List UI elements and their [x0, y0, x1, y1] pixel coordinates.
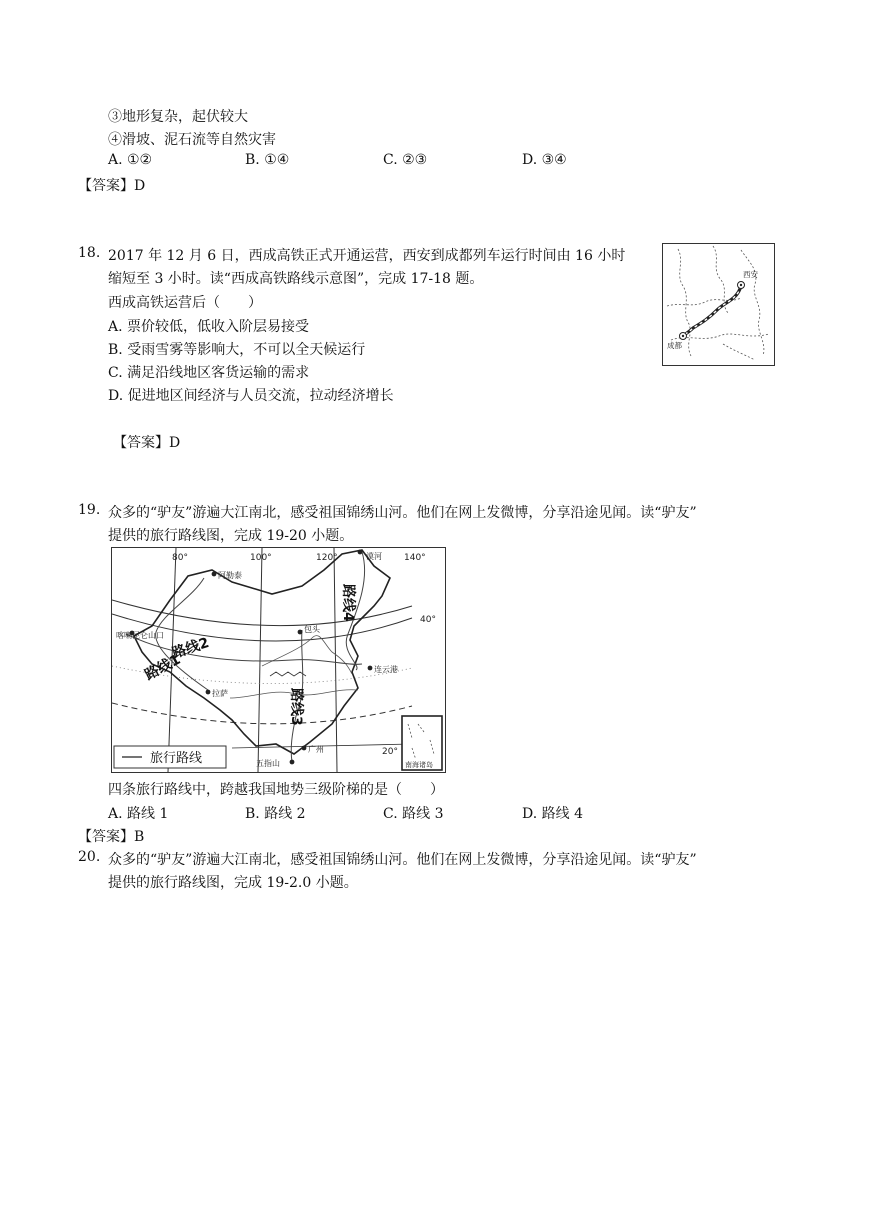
map-label-chengdu: 成都 — [667, 341, 682, 350]
q18-option-b: B. 受雨雪雾等影响大，不可以全天候运行 — [108, 342, 366, 358]
q19-answer: 【答案】B — [78, 829, 145, 845]
q17-item-3: ③地形复杂，起伏较大 — [108, 109, 248, 125]
label-route-4: 路线4 — [340, 584, 356, 622]
q18-text-line1: 2017 年 12 月 6 日，西成高铁正式开通运营，西安到成都列车运行时间由 16 小时 — [108, 248, 626, 264]
q19-text-line2: 提供的旅行路线图，完成 19-20 小题。 — [108, 528, 354, 544]
legend-label: 旅行路线 — [150, 751, 203, 766]
label-mohe: 漠河 — [366, 552, 382, 561]
q19-option-b: B. 路线 2 — [245, 806, 306, 822]
label-wuzhishan: 五指山 — [256, 759, 280, 768]
map-label-xian: 西安 — [743, 270, 758, 279]
label-kashgar: 喀喇昆仑山口 — [116, 631, 164, 640]
label-lat40: 40° — [420, 615, 436, 625]
q18-option-a: A. 票价较低，低收入阶层易接受 — [108, 319, 310, 335]
mountain-range — [270, 672, 306, 676]
city-dot-lhasa — [206, 690, 211, 695]
travel-route-map — [111, 547, 446, 773]
city-dot-mohe — [358, 550, 363, 555]
q17-option-d: D. ③④ — [522, 152, 567, 168]
q19-text-line1: 众多的“驴友”游遍大江南北，感受祖国锦绣山河。他们在网上发微博，分享沿途见闻。读“驴友” — [108, 505, 697, 521]
label-lon100: 100° — [250, 553, 272, 563]
label-lat20: 20° — [382, 747, 398, 757]
q17-answer: 【答案】D — [78, 178, 146, 194]
q19-number: 19. — [78, 502, 101, 518]
q20-text-line2: 提供的旅行路线图，完成 19-2.0 小题。 — [108, 875, 358, 891]
label-lon140: 140° — [404, 553, 426, 563]
label-baotou: 包头 — [304, 625, 320, 634]
label-route-1: 路线1 — [142, 651, 184, 684]
south-china-sea-inset — [402, 716, 442, 770]
label-lhasa: 拉萨 — [212, 689, 228, 698]
label-route-2: 路线2 — [170, 634, 212, 662]
meridian-120 — [334, 548, 337, 772]
city-dot-wuzhishan — [290, 760, 295, 765]
map-legend — [114, 746, 226, 768]
label-altay: 阿勒泰 — [218, 571, 242, 580]
q18-answer: 【答案】D — [113, 435, 181, 451]
china-route-map-graphic — [112, 548, 445, 772]
railway-line — [683, 286, 741, 336]
q18-option-d: D. 促进地区间经济与人员交流，拉动经济增长 — [108, 388, 394, 404]
label-route-3: 路线3 — [288, 688, 304, 726]
city-dot-guangzhou — [302, 746, 307, 751]
q20-text-line1: 众多的“驴友”游遍大江南北，感受祖国锦绣山河。他们在网上发微博，分享沿途见闻。读“驴友” — [108, 852, 697, 868]
q18-number: 18. — [78, 245, 101, 261]
tropic-line — [112, 703, 412, 724]
label-guangzhou: 广州 — [308, 745, 324, 754]
city-dot-baotou — [298, 630, 303, 635]
q19-option-c: C. 路线 3 — [383, 806, 444, 822]
label-lianyungang: 连云港 — [374, 665, 398, 674]
q17-option-c: C. ②③ — [383, 152, 428, 168]
city-dot-lianyungang — [368, 666, 373, 671]
q17-option-a: A. ①② — [108, 152, 153, 168]
q18-option-c: C. 满足沿线地区客货运输的需求 — [108, 365, 310, 381]
meridian-100 — [258, 548, 262, 772]
q18-stem: 西成高铁运营后（ ） — [108, 295, 262, 311]
xicheng-map-graphic — [663, 244, 774, 365]
label-lon80: 80° — [172, 553, 188, 563]
q19-option-a: A. 路线 1 — [108, 806, 169, 822]
city-dot-altay — [212, 572, 217, 577]
q17-option-b: B. ①④ — [245, 152, 290, 168]
inset-label: 南海诸岛 — [405, 761, 433, 769]
q20-number: 20. — [78, 849, 101, 865]
q19-stem: 四条旅行路线中，跨越我国地势三级阶梯的是（ ） — [108, 782, 444, 798]
q19-option-d: D. 路线 4 — [522, 806, 583, 822]
q18-text-line2: 缩短至 3 小时。读“西成高铁路线示意图”，完成 17-18 题。 — [108, 271, 484, 287]
xicheng-railway-map — [662, 243, 775, 366]
q17-item-4: ④滑坡、泥石流等自然灾害 — [108, 132, 276, 148]
label-lon120: 120° — [316, 553, 338, 563]
